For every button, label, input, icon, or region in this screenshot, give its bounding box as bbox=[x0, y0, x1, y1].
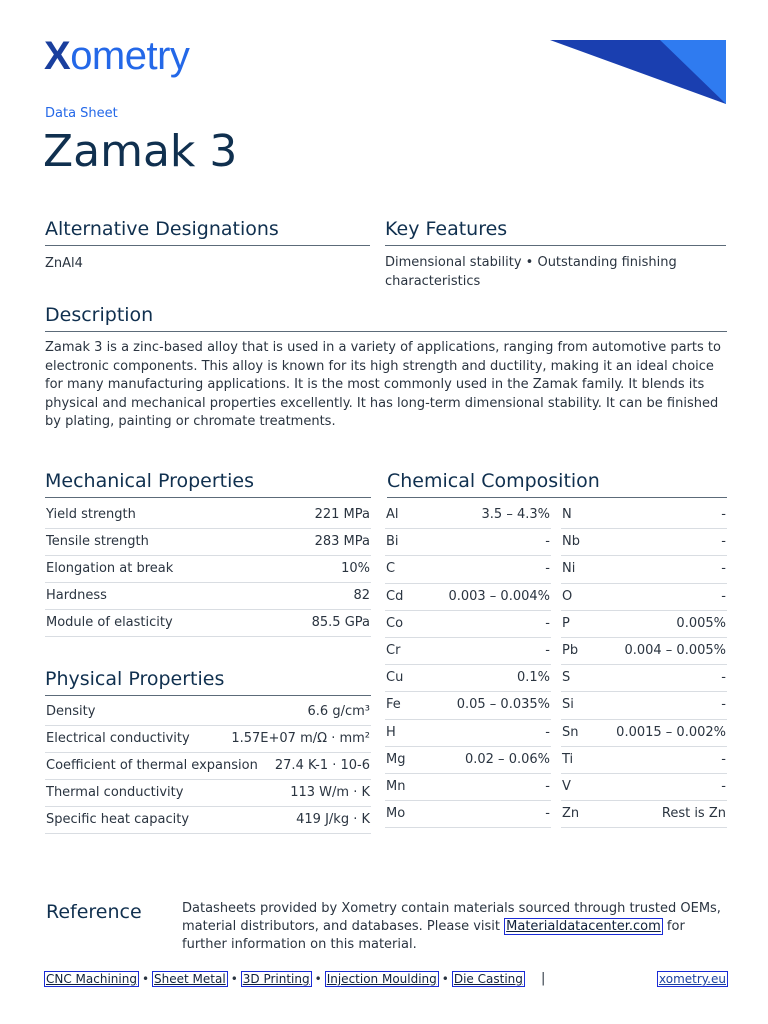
alt-designations-heading: Alternative Designations bbox=[45, 218, 370, 246]
reference-heading: Reference bbox=[46, 901, 142, 923]
page-title: Zamak 3 bbox=[43, 126, 238, 177]
corner-triangle-graphic bbox=[550, 40, 726, 104]
property-name: Yield strength bbox=[46, 507, 136, 522]
property-value: 1.57E+07 m/Ω · mm² bbox=[231, 731, 370, 746]
element-percentage: - bbox=[545, 778, 550, 794]
element-symbol: Ti bbox=[562, 751, 574, 767]
chemical-cell bbox=[561, 611, 727, 638]
chemical-cell bbox=[385, 720, 551, 747]
element-symbol: H bbox=[386, 724, 396, 740]
chemical-cell bbox=[385, 584, 551, 611]
chemical-cell bbox=[561, 665, 727, 692]
chemical-cell bbox=[561, 529, 727, 556]
element-symbol: Mg bbox=[386, 751, 406, 767]
doc-type-label: Data Sheet bbox=[45, 106, 118, 121]
logo-text-rest: ometry bbox=[70, 34, 190, 78]
footer-links bbox=[44, 971, 525, 987]
property-value: 6.6 g/cm³ bbox=[307, 704, 370, 719]
mechanical-properties-heading: Mechanical Properties bbox=[45, 470, 371, 498]
chemical-composition-table bbox=[385, 502, 727, 828]
element-percentage: - bbox=[545, 534, 550, 550]
element-symbol: Mo bbox=[386, 806, 406, 822]
element-symbol: Pb bbox=[562, 642, 579, 658]
reference-text-before: Datasheets provided by Xometry contain materials sourced through trusted OEMs, material distributors, and databases. Please visit bbox=[182, 901, 721, 934]
element-symbol: Co bbox=[386, 615, 404, 631]
element-percentage: Rest is Zn bbox=[661, 806, 726, 822]
element-percentage: 0.003 – 0.004% bbox=[448, 588, 550, 604]
element-symbol: Cr bbox=[386, 642, 401, 658]
element-percentage: - bbox=[721, 778, 726, 794]
logo-x-mark: X bbox=[44, 34, 71, 78]
chemical-cell bbox=[385, 692, 551, 719]
element-percentage: 0.1% bbox=[516, 670, 550, 686]
property-value: 419 J/kg · K bbox=[296, 812, 370, 827]
element-symbol: N bbox=[562, 507, 572, 522]
property-value: 85.5 GPa bbox=[311, 615, 370, 630]
chemical-cell bbox=[561, 638, 727, 665]
chemical-cell bbox=[561, 747, 727, 774]
element-percentage: - bbox=[545, 615, 550, 631]
reference-text-after: for further information on this material. bbox=[182, 919, 685, 952]
chemical-cell bbox=[385, 556, 551, 583]
footer-separator: • bbox=[314, 972, 322, 986]
element-symbol: S bbox=[562, 670, 571, 686]
chemical-cell bbox=[385, 529, 551, 556]
property-name: Specific heat capacity bbox=[46, 812, 190, 827]
chemical-cell bbox=[561, 801, 727, 828]
property-value: 113 W/m · K bbox=[290, 785, 370, 800]
chemical-composition-heading: Chemical Composition bbox=[387, 470, 727, 498]
chemical-row bbox=[385, 665, 727, 692]
physical-properties-heading: Physical Properties bbox=[45, 668, 371, 696]
element-symbol: Cd bbox=[386, 588, 404, 604]
element-percentage: 3.5 – 4.3% bbox=[481, 507, 550, 522]
property-value: 27.4 K-1 · 10-6 bbox=[274, 758, 370, 773]
element-percentage: - bbox=[721, 588, 726, 604]
element-percentage: - bbox=[721, 751, 726, 767]
physical-property-row bbox=[45, 726, 371, 753]
alt-designations-text: ZnAl4 bbox=[45, 256, 83, 271]
element-symbol: Al bbox=[386, 507, 399, 522]
chemical-cell bbox=[385, 747, 551, 774]
property-name: Electrical conductivity bbox=[46, 731, 190, 746]
chemical-row bbox=[385, 720, 727, 747]
logo-wordmark bbox=[44, 36, 189, 76]
footer-separator: • bbox=[141, 972, 150, 986]
element-percentage: - bbox=[545, 642, 550, 658]
element-percentage: - bbox=[721, 534, 726, 550]
physical-property-row bbox=[45, 753, 371, 780]
element-percentage: - bbox=[545, 724, 550, 740]
chemical-cell bbox=[385, 502, 551, 529]
property-name: Module of elasticity bbox=[46, 615, 173, 630]
property-name: Elongation at break bbox=[46, 561, 174, 576]
element-symbol: Cu bbox=[386, 670, 404, 686]
footer-link-die-casting[interactable]: Die Casting bbox=[453, 972, 523, 986]
footer-link-3d-printing[interactable]: 3D Printing bbox=[242, 972, 310, 986]
element-percentage: - bbox=[721, 561, 726, 577]
element-percentage: 0.05 – 0.035% bbox=[456, 697, 550, 713]
mechanical-property-row bbox=[45, 610, 371, 637]
key-features-text: Dimensional stability • Outstanding finishing characteristics bbox=[385, 255, 677, 289]
element-symbol: Fe bbox=[386, 697, 401, 713]
chemical-cell bbox=[385, 665, 551, 692]
materialdatacenter-link[interactable]: Materialdatacenter.com bbox=[506, 919, 661, 934]
chemical-row bbox=[385, 584, 727, 611]
element-percentage: - bbox=[545, 806, 550, 822]
element-symbol: O bbox=[562, 588, 573, 604]
element-percentage: - bbox=[545, 561, 550, 577]
chemical-row bbox=[385, 774, 727, 801]
mechanical-property-row bbox=[45, 502, 371, 529]
property-value: 221 MPa bbox=[314, 507, 370, 522]
property-value: 82 bbox=[353, 588, 370, 603]
footer-site-link[interactable]: xometry.eu bbox=[659, 972, 726, 986]
property-name: Coefficient of thermal expansion bbox=[46, 758, 258, 773]
element-symbol: C bbox=[386, 561, 396, 577]
footer-separator: • bbox=[230, 972, 238, 986]
element-percentage: 0.005% bbox=[676, 615, 726, 631]
element-symbol: Mn bbox=[386, 778, 406, 794]
element-percentage: 0.0015 – 0.002% bbox=[616, 724, 726, 740]
element-symbol: Nb bbox=[562, 534, 580, 550]
property-value: 283 MPa bbox=[314, 534, 370, 549]
description-heading: Description bbox=[45, 304, 727, 332]
element-percentage: - bbox=[721, 697, 726, 713]
chemical-cell bbox=[385, 801, 551, 828]
footer-link-sheet-metal[interactable]: Sheet Metal bbox=[154, 972, 226, 986]
chemical-row bbox=[385, 556, 727, 583]
mechanical-property-row bbox=[45, 529, 371, 556]
element-percentage: 0.004 – 0.005% bbox=[624, 642, 726, 658]
element-symbol: Sn bbox=[562, 724, 579, 740]
chemical-row bbox=[385, 502, 727, 529]
reference-text bbox=[182, 900, 727, 954]
chemical-cell bbox=[561, 556, 727, 583]
mechanical-property-row bbox=[45, 556, 371, 583]
element-symbol: Zn bbox=[562, 806, 580, 822]
chemical-cell bbox=[561, 584, 727, 611]
chemical-cell bbox=[385, 638, 551, 665]
mechanical-property-row bbox=[45, 583, 371, 610]
chemical-cell bbox=[561, 692, 727, 719]
footer-link-cnc-machining[interactable]: CNC Machining bbox=[46, 972, 137, 986]
element-percentage: - bbox=[721, 507, 726, 522]
key-features-heading: Key Features bbox=[385, 218, 726, 246]
element-percentage: 0.02 – 0.06% bbox=[464, 751, 550, 767]
chemical-cell bbox=[385, 611, 551, 638]
footer-divider: | bbox=[541, 971, 546, 986]
physical-property-row bbox=[45, 699, 371, 726]
property-name: Hardness bbox=[46, 588, 107, 603]
chemical-cell bbox=[385, 774, 551, 801]
property-value: 10% bbox=[341, 561, 370, 576]
element-symbol: P bbox=[562, 615, 570, 631]
xometry-logo bbox=[44, 34, 189, 78]
chemical-row bbox=[385, 801, 727, 828]
element-symbol: Ni bbox=[562, 561, 576, 577]
physical-property-row bbox=[45, 780, 371, 807]
element-symbol: V bbox=[562, 778, 571, 794]
physical-properties-table bbox=[45, 699, 371, 834]
chemical-row bbox=[385, 747, 727, 774]
element-symbol: Bi bbox=[386, 534, 399, 550]
description-text: Zamak 3 is a zinc-based alloy that is used in a variety of applications, ranging from automotive parts to electronic components. This alloy is known for its high strength and ductility, making it an ideal choice for many manufacturing applications. It is the most commonly used in the Zamak family. It blends its physical and mechanical properties excellently. It has long-term dimensional stability. It can be finished by plating, painting or chromate treatments. bbox=[45, 340, 721, 429]
chemical-row bbox=[385, 638, 727, 665]
element-percentage: - bbox=[721, 670, 726, 686]
property-name: Density bbox=[46, 704, 96, 719]
footer-link-injection-moulding[interactable]: Injection Moulding bbox=[326, 972, 437, 986]
property-name: Thermal conductivity bbox=[46, 785, 184, 800]
chemical-row bbox=[385, 611, 727, 638]
chemical-cell bbox=[561, 502, 727, 529]
footer-separator: • bbox=[441, 972, 449, 986]
chemical-cell bbox=[561, 720, 727, 747]
property-name: Tensile strength bbox=[46, 534, 149, 549]
chemical-cell bbox=[561, 774, 727, 801]
physical-property-row bbox=[45, 807, 371, 834]
mechanical-properties-table bbox=[45, 502, 371, 637]
element-symbol: Si bbox=[562, 697, 574, 713]
chemical-row bbox=[385, 692, 727, 719]
chemical-row bbox=[385, 529, 727, 556]
